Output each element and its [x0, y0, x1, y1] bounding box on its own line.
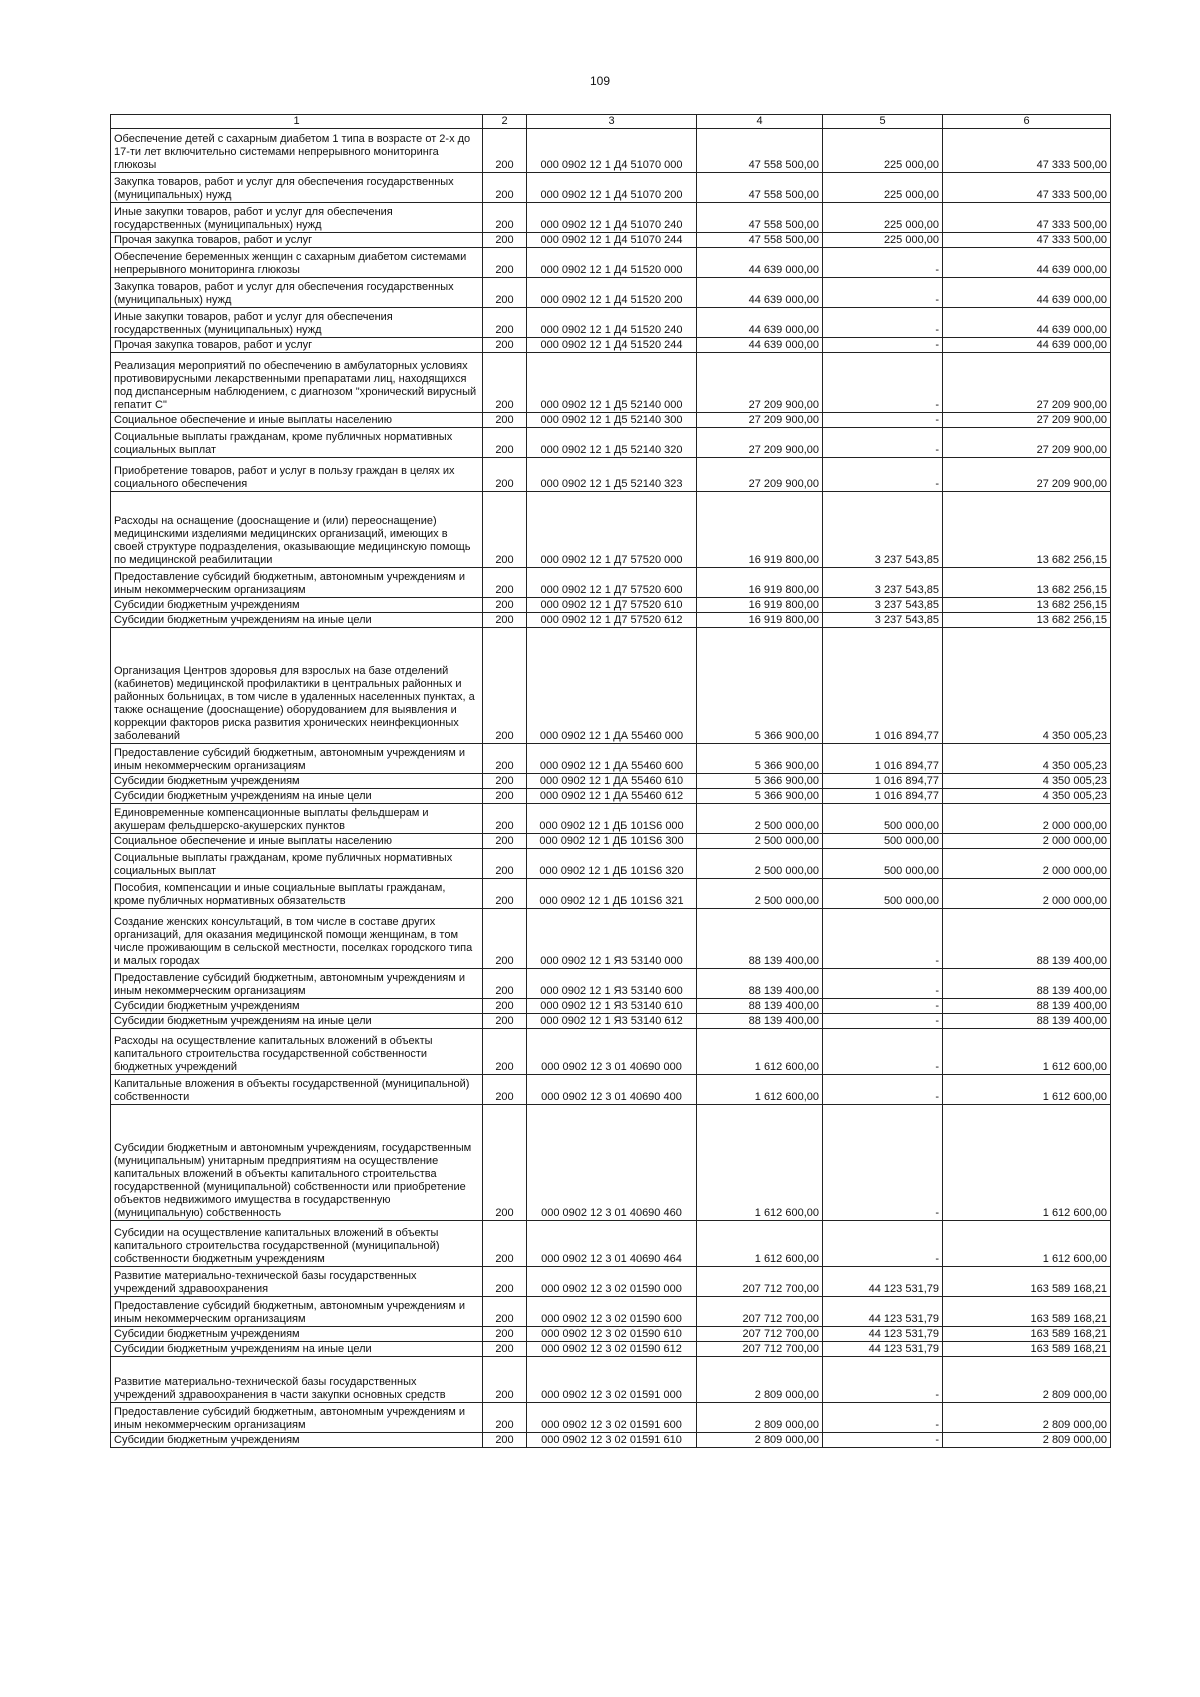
row-classifier-code: 000 0902 12 1 Д5 52140 300 — [527, 413, 697, 428]
row-line-code: 200 — [483, 338, 527, 353]
row-approved-amount: 1 612 600,00 — [697, 1075, 823, 1105]
table-row — [111, 1014, 1111, 1029]
row-classifier-code: 000 0902 12 1 ДА 55460 000 — [527, 628, 697, 744]
row-name: Субсидии бюджетным учреждениям — [111, 774, 483, 789]
row-classifier-code: 000 0902 12 1 Я3 53140 000 — [527, 909, 697, 969]
row-remaining-amount: 27 209 900,00 — [943, 428, 1111, 458]
row-approved-amount: 207 712 700,00 — [697, 1327, 823, 1342]
row-approved-amount: 88 139 400,00 — [697, 909, 823, 969]
row-name: Предоставление субсидий бюджетным, автономным учреждениям и иным некоммерческим организациям — [111, 568, 483, 598]
row-line-code: 200 — [483, 353, 527, 413]
row-executed-amount: 225 000,00 — [823, 129, 943, 173]
table-row — [111, 1342, 1111, 1357]
row-remaining-amount: 88 139 400,00 — [943, 1014, 1111, 1029]
row-approved-amount: 207 712 700,00 — [697, 1267, 823, 1297]
row-line-code: 200 — [483, 909, 527, 969]
budget-table — [110, 114, 1111, 1448]
row-name: Субсидии на осуществление капитальных вложений в объекты капитального строительства государственной (муниципальной) собственности бюджетным учреждениям — [111, 1221, 483, 1267]
row-classifier-code: 000 0902 12 1 Д7 57520 610 — [527, 598, 697, 613]
row-approved-amount: 5 366 900,00 — [697, 744, 823, 774]
row-name: Социальное обеспечение и иные выплаты населению — [111, 413, 483, 428]
row-approved-amount: 27 209 900,00 — [697, 353, 823, 413]
row-executed-amount: - — [823, 278, 943, 308]
row-remaining-amount: 44 639 000,00 — [943, 308, 1111, 338]
row-remaining-amount: 47 333 500,00 — [943, 203, 1111, 233]
row-name: Иные закупки товаров, работ и услуг для обеспечения государственных (муниципальных) нужд — [111, 203, 483, 233]
table-row — [111, 203, 1111, 233]
row-approved-amount: 27 209 900,00 — [697, 428, 823, 458]
row-name: Субсидии бюджетным учреждениям на иные цели — [111, 613, 483, 628]
page-number: 109 — [589, 74, 611, 88]
table-row — [111, 1327, 1111, 1342]
row-remaining-amount: 13 682 256,15 — [943, 568, 1111, 598]
row-name: Приобретение товаров, работ и услуг в пользу граждан в целях их социального обеспечения — [111, 458, 483, 492]
row-approved-amount: 1 612 600,00 — [697, 1029, 823, 1075]
table-row — [111, 999, 1111, 1014]
row-classifier-code: 000 0902 12 1 Я3 53140 600 — [527, 969, 697, 999]
row-classifier-code: 000 0902 12 1 Д4 51520 200 — [527, 278, 697, 308]
row-executed-amount: - — [823, 308, 943, 338]
row-classifier-code: 000 0902 12 3 02 01591 000 — [527, 1357, 697, 1403]
row-name: Субсидии бюджетным учреждениям — [111, 1327, 483, 1342]
row-name: Предоставление субсидий бюджетным, автономным учреждениям и иным некоммерческим организациям — [111, 744, 483, 774]
column-header-6: 6 — [943, 115, 1111, 129]
table-row — [111, 789, 1111, 804]
table-row — [111, 173, 1111, 203]
table-row — [111, 879, 1111, 909]
row-line-code: 200 — [483, 428, 527, 458]
row-classifier-code: 000 0902 12 3 01 40690 464 — [527, 1221, 697, 1267]
row-line-code: 200 — [483, 1403, 527, 1433]
row-line-code: 200 — [483, 1433, 527, 1448]
row-executed-amount: - — [823, 338, 943, 353]
row-approved-amount: 27 209 900,00 — [697, 458, 823, 492]
table-row — [111, 413, 1111, 428]
row-name: Создание женских консультаций, в том числе в составе других организаций, для оказания медицинской помощи женщинам, в том числе проживающим в сельской местности, поселках городского типа и малых городах — [111, 909, 483, 969]
row-classifier-code: 000 0902 12 1 ДБ 101S6 300 — [527, 834, 697, 849]
row-classifier-code: 000 0902 12 3 02 01590 612 — [527, 1342, 697, 1357]
row-line-code: 200 — [483, 129, 527, 173]
row-remaining-amount: 13 682 256,15 — [943, 598, 1111, 613]
row-line-code: 200 — [483, 233, 527, 248]
row-remaining-amount: 47 333 500,00 — [943, 233, 1111, 248]
row-name: Субсидии бюджетным учреждениям на иные цели — [111, 1014, 483, 1029]
table-row — [111, 1403, 1111, 1433]
row-approved-amount: 47 558 500,00 — [697, 173, 823, 203]
row-classifier-code: 000 0902 12 1 ДБ 101S6 000 — [527, 804, 697, 834]
table-body — [111, 129, 1111, 1448]
row-executed-amount: - — [823, 999, 943, 1014]
row-approved-amount: 47 558 500,00 — [697, 203, 823, 233]
row-executed-amount: - — [823, 1403, 943, 1433]
row-approved-amount: 2 500 000,00 — [697, 879, 823, 909]
row-approved-amount: 2 500 000,00 — [697, 834, 823, 849]
row-remaining-amount: 4 350 005,23 — [943, 744, 1111, 774]
row-remaining-amount: 2 000 000,00 — [943, 834, 1111, 849]
row-remaining-amount: 44 639 000,00 — [943, 278, 1111, 308]
table-row — [111, 774, 1111, 789]
row-line-code: 200 — [483, 1297, 527, 1327]
row-approved-amount: 47 558 500,00 — [697, 129, 823, 173]
row-classifier-code: 000 0902 12 3 02 01590 610 — [527, 1327, 697, 1342]
table-row — [111, 1075, 1111, 1105]
row-executed-amount: - — [823, 248, 943, 278]
row-executed-amount: - — [823, 1029, 943, 1075]
table-row — [111, 1297, 1111, 1327]
row-approved-amount: 27 209 900,00 — [697, 413, 823, 428]
row-remaining-amount: 2 809 000,00 — [943, 1357, 1111, 1403]
row-executed-amount: - — [823, 458, 943, 492]
row-approved-amount: 5 366 900,00 — [697, 789, 823, 804]
row-name: Социальное обеспечение и иные выплаты населению — [111, 834, 483, 849]
row-classifier-code: 000 0902 12 3 01 40690 460 — [527, 1105, 697, 1221]
row-classifier-code: 000 0902 12 1 Я3 53140 610 — [527, 999, 697, 1014]
row-name: Капитальные вложения в объекты государственной (муниципальной) собственности — [111, 1075, 483, 1105]
row-line-code: 200 — [483, 1357, 527, 1403]
row-line-code: 200 — [483, 744, 527, 774]
row-approved-amount: 16 919 800,00 — [697, 492, 823, 568]
row-remaining-amount: 47 333 500,00 — [943, 129, 1111, 173]
table-row — [111, 613, 1111, 628]
row-approved-amount: 207 712 700,00 — [697, 1297, 823, 1327]
row-remaining-amount: 44 639 000,00 — [943, 248, 1111, 278]
table-row — [111, 458, 1111, 492]
table-row — [111, 308, 1111, 338]
row-executed-amount: 1 016 894,77 — [823, 744, 943, 774]
row-classifier-code: 000 0902 12 1 Д4 51520 000 — [527, 248, 697, 278]
row-executed-amount: - — [823, 1105, 943, 1221]
row-line-code: 200 — [483, 613, 527, 628]
table-row — [111, 353, 1111, 413]
row-classifier-code: 000 0902 12 1 Д4 51070 200 — [527, 173, 697, 203]
row-executed-amount: 44 123 531,79 — [823, 1267, 943, 1297]
row-classifier-code: 000 0902 12 1 ДА 55460 610 — [527, 774, 697, 789]
row-remaining-amount: 88 139 400,00 — [943, 969, 1111, 999]
header-row — [111, 115, 1111, 129]
row-remaining-amount: 1 612 600,00 — [943, 1221, 1111, 1267]
row-approved-amount: 47 558 500,00 — [697, 233, 823, 248]
row-line-code: 200 — [483, 999, 527, 1014]
table-row — [111, 338, 1111, 353]
row-classifier-code: 000 0902 12 1 Д4 51520 240 — [527, 308, 697, 338]
row-name: Обеспечение детей с сахарным диабетом 1 типа в возрасте от 2-х до 17-ти лет включительно системами непрерывного мониторинга глюкозы — [111, 129, 483, 173]
row-line-code: 200 — [483, 789, 527, 804]
row-name: Единовременные компенсационные выплаты фельдшерам и акушерам фельдшерско-акушерских пунктов — [111, 804, 483, 834]
row-remaining-amount: 1 612 600,00 — [943, 1075, 1111, 1105]
row-line-code: 200 — [483, 1075, 527, 1105]
row-executed-amount: - — [823, 1221, 943, 1267]
row-classifier-code: 000 0902 12 1 Д4 51070 240 — [527, 203, 697, 233]
row-line-code: 200 — [483, 969, 527, 999]
table-header — [111, 115, 1111, 129]
table-row — [111, 909, 1111, 969]
row-approved-amount: 16 919 800,00 — [697, 568, 823, 598]
row-remaining-amount: 13 682 256,15 — [943, 613, 1111, 628]
row-classifier-code: 000 0902 12 3 02 01591 610 — [527, 1433, 697, 1448]
table-row — [111, 492, 1111, 568]
table-row — [111, 568, 1111, 598]
row-approved-amount: 44 639 000,00 — [697, 338, 823, 353]
row-line-code: 200 — [483, 1014, 527, 1029]
row-executed-amount: 500 000,00 — [823, 804, 943, 834]
row-classifier-code: 000 0902 12 1 ДА 55460 612 — [527, 789, 697, 804]
row-executed-amount: - — [823, 1357, 943, 1403]
row-approved-amount: 88 139 400,00 — [697, 999, 823, 1014]
row-name: Реализация мероприятий по обеспечению в амбулаторных условиях противовирусными лекарственными препаратами лиц, находящихся под диспансерным наблюдением, с диагнозом "хронический вирусный гепатит С" — [111, 353, 483, 413]
column-header-3: 3 — [527, 115, 697, 129]
row-classifier-code: 000 0902 12 1 Д5 52140 323 — [527, 458, 697, 492]
row-executed-amount: 225 000,00 — [823, 203, 943, 233]
row-executed-amount: - — [823, 1075, 943, 1105]
table-row — [111, 1357, 1111, 1403]
table-row — [111, 804, 1111, 834]
row-name: Субсидии бюджетным и автономным учреждениям, государственным (муниципальным) унитарным предприятиям на осуществление капитальных вложений в объекты капитального строительства государственной (муниципальной) собственности или приобретение объектов недвижимого имущества в государственную (муниципальную) собственность — [111, 1105, 483, 1221]
table-row — [111, 598, 1111, 613]
row-remaining-amount: 27 209 900,00 — [943, 458, 1111, 492]
row-remaining-amount: 2 000 000,00 — [943, 804, 1111, 834]
row-remaining-amount: 163 589 168,21 — [943, 1327, 1111, 1342]
row-classifier-code: 000 0902 12 1 Д5 52140 000 — [527, 353, 697, 413]
row-approved-amount: 5 366 900,00 — [697, 774, 823, 789]
column-header-2: 2 — [483, 115, 527, 129]
table-row — [111, 744, 1111, 774]
table-row — [111, 428, 1111, 458]
row-approved-amount: 16 919 800,00 — [697, 613, 823, 628]
row-name: Субсидии бюджетным учреждениям — [111, 999, 483, 1014]
row-remaining-amount: 4 350 005,23 — [943, 789, 1111, 804]
row-name: Развитие материально-технической базы государственных учреждений здравоохранения в части закупки основных средств — [111, 1357, 483, 1403]
row-remaining-amount: 163 589 168,21 — [943, 1297, 1111, 1327]
row-line-code: 200 — [483, 804, 527, 834]
row-line-code: 200 — [483, 248, 527, 278]
row-line-code: 200 — [483, 879, 527, 909]
row-classifier-code: 000 0902 12 3 02 01590 000 — [527, 1267, 697, 1297]
row-executed-amount: - — [823, 969, 943, 999]
row-remaining-amount: 13 682 256,15 — [943, 492, 1111, 568]
row-remaining-amount: 4 350 005,23 — [943, 774, 1111, 789]
row-approved-amount: 2 809 000,00 — [697, 1433, 823, 1448]
row-line-code: 200 — [483, 774, 527, 789]
row-approved-amount: 207 712 700,00 — [697, 1342, 823, 1357]
row-approved-amount: 2 809 000,00 — [697, 1357, 823, 1403]
row-line-code: 200 — [483, 413, 527, 428]
row-line-code: 200 — [483, 203, 527, 233]
row-approved-amount: 44 639 000,00 — [697, 248, 823, 278]
row-name: Развитие материально-технической базы государственных учреждений здравоохранения — [111, 1267, 483, 1297]
row-line-code: 200 — [483, 278, 527, 308]
row-remaining-amount: 163 589 168,21 — [943, 1267, 1111, 1297]
table-row — [111, 834, 1111, 849]
row-classifier-code: 000 0902 12 1 Д4 51070 000 — [527, 129, 697, 173]
table-row — [111, 1221, 1111, 1267]
row-executed-amount: 225 000,00 — [823, 173, 943, 203]
row-classifier-code: 000 0902 12 1 ДА 55460 600 — [527, 744, 697, 774]
row-executed-amount: - — [823, 428, 943, 458]
row-executed-amount: - — [823, 413, 943, 428]
row-classifier-code: 000 0902 12 1 Д7 57520 600 — [527, 568, 697, 598]
row-executed-amount: 500 000,00 — [823, 849, 943, 879]
row-remaining-amount: 88 139 400,00 — [943, 999, 1111, 1014]
row-name: Предоставление субсидий бюджетным, автономным учреждениям и иным некоммерческим организациям — [111, 969, 483, 999]
row-name: Социальные выплаты гражданам, кроме публичных нормативных социальных выплат — [111, 849, 483, 879]
row-remaining-amount: 2 809 000,00 — [943, 1433, 1111, 1448]
row-executed-amount: 3 237 543,85 — [823, 492, 943, 568]
table-row — [111, 278, 1111, 308]
row-classifier-code: 000 0902 12 1 Я3 53140 612 — [527, 1014, 697, 1029]
table-row — [111, 1433, 1111, 1448]
row-remaining-amount: 4 350 005,23 — [943, 628, 1111, 744]
row-remaining-amount: 44 639 000,00 — [943, 338, 1111, 353]
row-remaining-amount: 27 209 900,00 — [943, 413, 1111, 428]
row-name: Субсидии бюджетным учреждениям на иные цели — [111, 1342, 483, 1357]
row-name: Субсидии бюджетным учреждениям на иные цели — [111, 789, 483, 804]
row-remaining-amount: 1 612 600,00 — [943, 1029, 1111, 1075]
row-executed-amount: - — [823, 909, 943, 969]
column-header-1: 1 — [111, 115, 483, 129]
table-row — [111, 248, 1111, 278]
table-row — [111, 969, 1111, 999]
row-executed-amount: 500 000,00 — [823, 879, 943, 909]
row-name: Расходы на осуществление капитальных вложений в объекты капитального строительства государственной собственности бюджетных учреждений — [111, 1029, 483, 1075]
row-name: Предоставление субсидий бюджетным, автономным учреждениям и иным некоммерческим организациям — [111, 1297, 483, 1327]
row-approved-amount: 2 809 000,00 — [697, 1403, 823, 1433]
row-executed-amount: 44 123 531,79 — [823, 1297, 943, 1327]
row-classifier-code: 000 0902 12 1 Д7 57520 612 — [527, 613, 697, 628]
row-executed-amount: 1 016 894,77 — [823, 789, 943, 804]
row-executed-amount: - — [823, 1014, 943, 1029]
table-row — [111, 233, 1111, 248]
row-executed-amount: 3 237 543,85 — [823, 598, 943, 613]
row-line-code: 200 — [483, 1267, 527, 1297]
row-executed-amount: - — [823, 1433, 943, 1448]
row-line-code: 200 — [483, 834, 527, 849]
row-remaining-amount: 47 333 500,00 — [943, 173, 1111, 203]
row-line-code: 200 — [483, 1105, 527, 1221]
table-row — [111, 849, 1111, 879]
row-classifier-code: 000 0902 12 3 01 40690 000 — [527, 1029, 697, 1075]
row-executed-amount: 44 123 531,79 — [823, 1327, 943, 1342]
row-line-code: 200 — [483, 308, 527, 338]
row-remaining-amount: 27 209 900,00 — [943, 353, 1111, 413]
row-approved-amount: 88 139 400,00 — [697, 1014, 823, 1029]
row-classifier-code: 000 0902 12 1 ДБ 101S6 320 — [527, 849, 697, 879]
row-executed-amount: 225 000,00 — [823, 233, 943, 248]
row-line-code: 200 — [483, 628, 527, 744]
row-line-code: 200 — [483, 849, 527, 879]
table-row — [111, 628, 1111, 744]
row-approved-amount: 2 500 000,00 — [697, 804, 823, 834]
row-remaining-amount: 1 612 600,00 — [943, 1105, 1111, 1221]
row-name: Прочая закупка товаров, работ и услуг — [111, 338, 483, 353]
row-remaining-amount: 88 139 400,00 — [943, 909, 1111, 969]
row-line-code: 200 — [483, 598, 527, 613]
row-classifier-code: 000 0902 12 1 Д5 52140 320 — [527, 428, 697, 458]
row-approved-amount: 2 500 000,00 — [697, 849, 823, 879]
row-line-code: 200 — [483, 1342, 527, 1357]
row-remaining-amount: 163 589 168,21 — [943, 1342, 1111, 1357]
row-name: Социальные выплаты гражданам, кроме публичных нормативных социальных выплат — [111, 428, 483, 458]
column-header-4: 4 — [697, 115, 823, 129]
row-line-code: 200 — [483, 173, 527, 203]
row-name: Обеспечение беременных женщин с сахарным диабетом системами непрерывного мониторинга глюкозы — [111, 248, 483, 278]
row-executed-amount: 44 123 531,79 — [823, 1342, 943, 1357]
row-executed-amount: 3 237 543,85 — [823, 568, 943, 598]
row-approved-amount: 1 612 600,00 — [697, 1221, 823, 1267]
table-row — [111, 1105, 1111, 1221]
row-name: Пособия, компенсации и иные социальные выплаты гражданам, кроме публичных нормативных обязательств — [111, 879, 483, 909]
row-executed-amount: 1 016 894,77 — [823, 628, 943, 744]
row-classifier-code: 000 0902 12 1 Д4 51070 244 — [527, 233, 697, 248]
row-remaining-amount: 2 000 000,00 — [943, 849, 1111, 879]
table-row — [111, 1267, 1111, 1297]
row-executed-amount: 3 237 543,85 — [823, 613, 943, 628]
row-line-code: 200 — [483, 568, 527, 598]
row-classifier-code: 000 0902 12 1 Д4 51520 244 — [527, 338, 697, 353]
row-name: Расходы на оснащение (дооснащение и (или) переоснащение) медицинскими изделиями медицинских организаций, имеющих в своей структуре подразделения, оказывающие медицинскую помощь по медицинской реабилитации — [111, 492, 483, 568]
row-line-code: 200 — [483, 1029, 527, 1075]
row-name: Прочая закупка товаров, работ и услуг — [111, 233, 483, 248]
row-approved-amount: 44 639 000,00 — [697, 308, 823, 338]
row-name: Закупка товаров, работ и услуг для обеспечения государственных (муниципальных) нужд — [111, 278, 483, 308]
row-classifier-code: 000 0902 12 3 01 40690 400 — [527, 1075, 697, 1105]
row-executed-amount: 1 016 894,77 — [823, 774, 943, 789]
row-approved-amount: 16 919 800,00 — [697, 598, 823, 613]
row-classifier-code: 000 0902 12 3 02 01590 600 — [527, 1297, 697, 1327]
row-line-code: 200 — [483, 492, 527, 568]
row-classifier-code: 000 0902 12 1 Д7 57520 000 — [527, 492, 697, 568]
row-name: Субсидии бюджетным учреждениям — [111, 598, 483, 613]
row-classifier-code: 000 0902 12 3 02 01591 600 — [527, 1403, 697, 1433]
row-approved-amount: 44 639 000,00 — [697, 278, 823, 308]
row-name: Организация Центров здоровья для взрослых на базе отделений (кабинетов) медицинской профилактики в центральных районных и районных больницах, в том числе в удаленных населенных пунктах, а также оснащение (дооснащение) оборудованием для выявления и коррекции факторов риска развития хронических неинфекционных заболеваний — [111, 628, 483, 744]
row-executed-amount: 500 000,00 — [823, 834, 943, 849]
row-line-code: 200 — [483, 1221, 527, 1267]
row-name: Закупка товаров, работ и услуг для обеспечения государственных (муниципальных) нужд — [111, 173, 483, 203]
row-approved-amount: 88 139 400,00 — [697, 969, 823, 999]
row-executed-amount: - — [823, 353, 943, 413]
table-row — [111, 1029, 1111, 1075]
row-remaining-amount: 2 809 000,00 — [943, 1403, 1111, 1433]
row-remaining-amount: 2 000 000,00 — [943, 879, 1111, 909]
table-row — [111, 129, 1111, 173]
row-name: Предоставление субсидий бюджетным, автономным учреждениям и иным некоммерческим организациям — [111, 1403, 483, 1433]
row-name: Субсидии бюджетным учреждениям — [111, 1433, 483, 1448]
row-approved-amount: 1 612 600,00 — [697, 1105, 823, 1221]
row-classifier-code: 000 0902 12 1 ДБ 101S6 321 — [527, 879, 697, 909]
row-line-code: 200 — [483, 458, 527, 492]
row-approved-amount: 5 366 900,00 — [697, 628, 823, 744]
column-header-5: 5 — [823, 115, 943, 129]
row-line-code: 200 — [483, 1327, 527, 1342]
row-name: Иные закупки товаров, работ и услуг для обеспечения государственных (муниципальных) нужд — [111, 308, 483, 338]
